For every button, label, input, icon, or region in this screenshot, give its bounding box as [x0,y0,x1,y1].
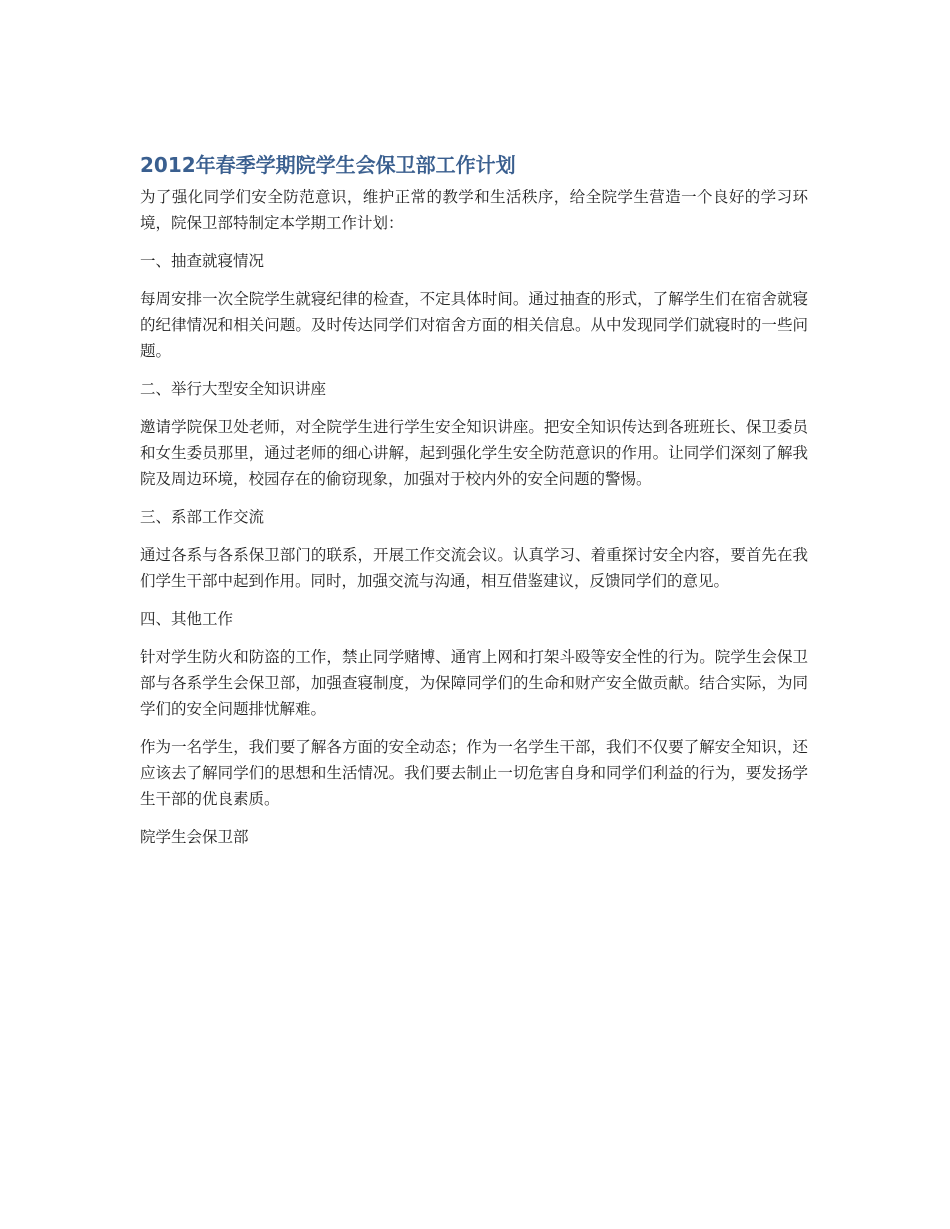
section-body-1: 每周安排一次全院学生就寝纪律的检查，不定具体时间。通过抽查的形式，了解学生们在宿舍就寝的纪律情况和相关问题。及时传达同学们对宿舍方面的相关信息。从中发现同学们就寝时的一些问题。 [140,290,808,360]
section-body-3: 通过各系与各系保卫部门的联系，开展工作交流会议。认真学习、着重探讨安全内容，要首先在我们学生干部中起到作用。同时，加强交流与沟通，相互借鉴建议，反馈同学们的意见。 [140,546,808,590]
document-page [140,150,808,862]
closing-paragraph: 作为一名学生，我们要了解各方面的安全动态；作为一名学生干部，我们不仅要了解安全知识，还应该去了解同学们的思想和生活情况。我们要去制止一切危害自身和同学们利益的行为，要发扬学生干部的优良素质。 [140,738,808,808]
section-body-2: 邀请学院保卫处老师，对全院学生进行学生安全知识讲座。把安全知识传达到各班班长、保卫委员和女生委员那里，通过老师的细心讲解，起到强化学生安全防范意识的作用。让同学们深刻了解我院及周边环境，校园存在的偷窃现象，加强对于校内外的安全问题的警惕。 [140,418,808,488]
section-heading-3: 三、系部工作交流 [140,508,265,526]
section-heading-2: 二、举行大型安全知识讲座 [140,380,327,398]
section-heading-1: 一、抽查就寝情况 [140,252,265,270]
intro-paragraph: 为了强化同学们安全防范意识，维护正常的教学和生活秩序，给全院学生营造一个良好的学习环境，院保卫部特制定本学期工作计划： [140,188,808,232]
signature: 院学生会保卫部 [140,828,249,846]
document-title: 2012年春季学期院学生会保卫部工作计划 [140,153,516,177]
section-body-4: 针对学生防火和防盗的工作，禁止同学赌博、通宵上网和打架斗殴等安全性的行为。院学生会保卫部与各系学生会保卫部，加强查寝制度，为保障同学们的生命和财产安全做贡献。结合实际，为同学们的安全问题排忧解难。 [140,648,808,718]
section-heading-4: 四、其他工作 [140,610,234,628]
